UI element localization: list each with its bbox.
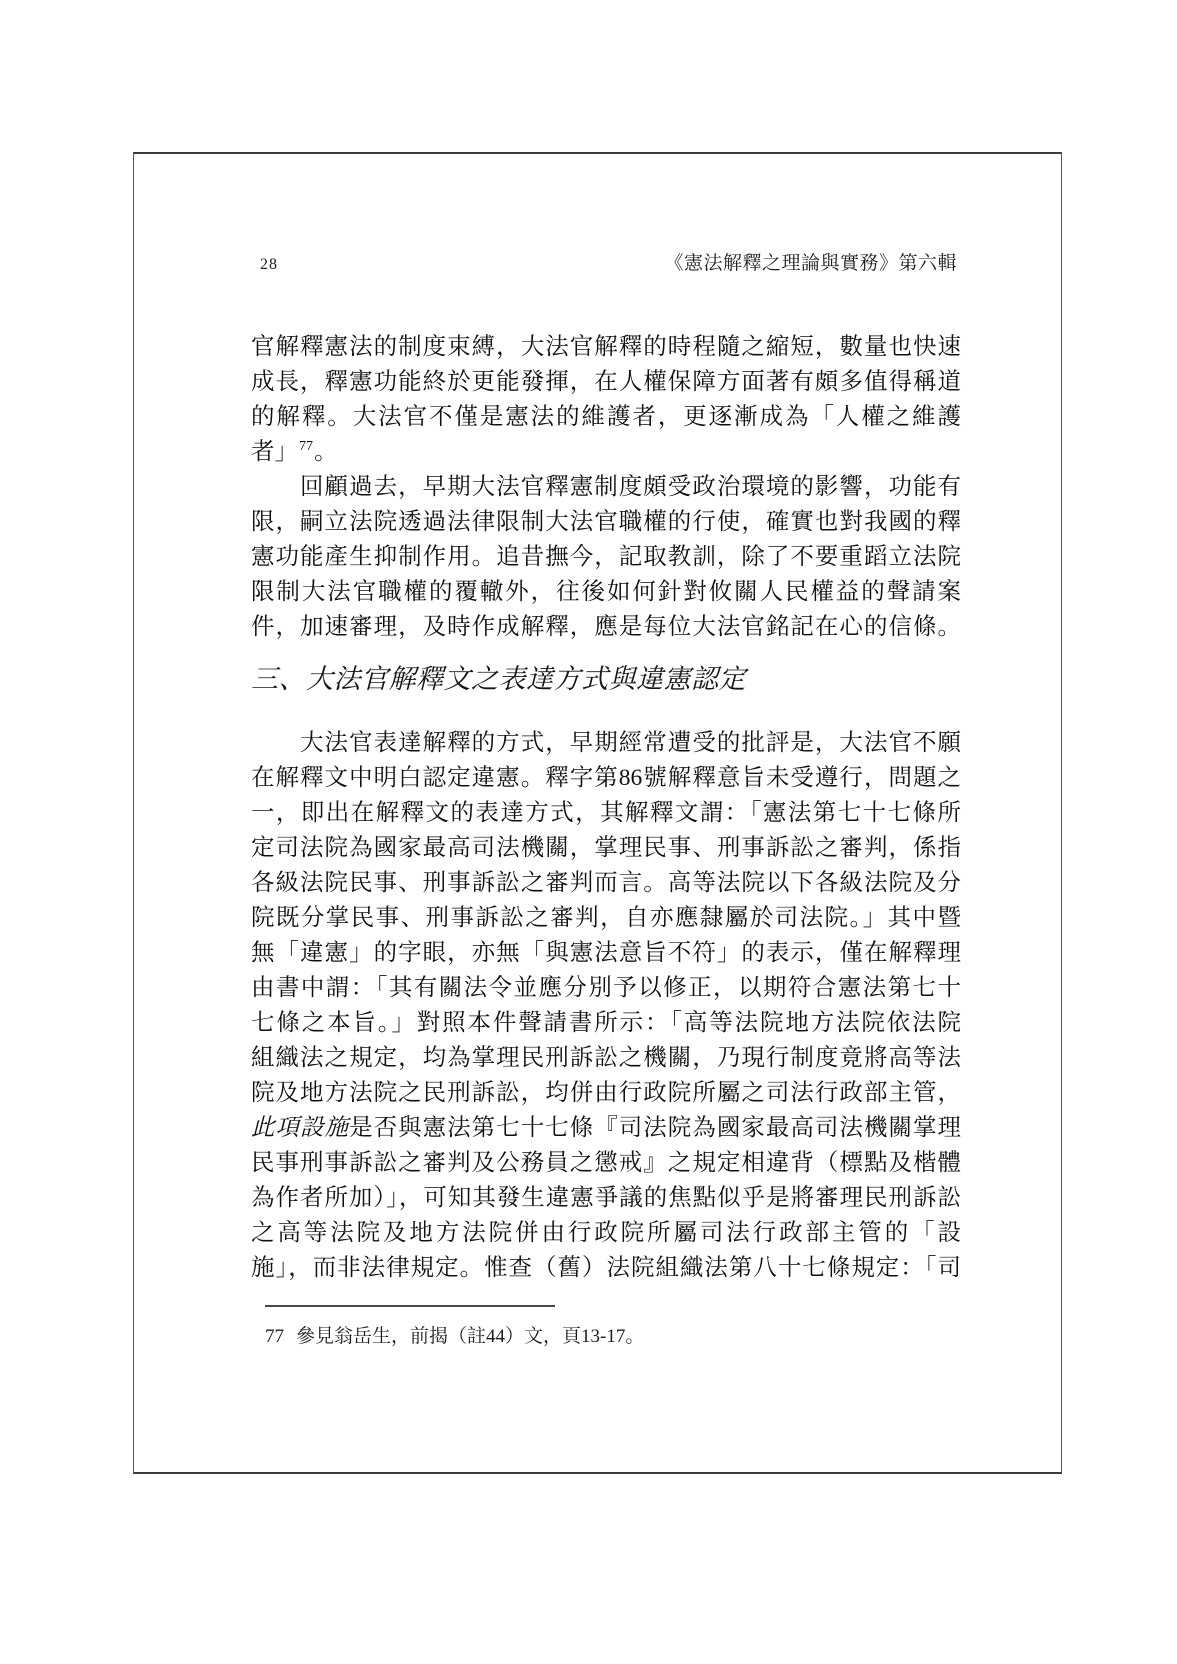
section-heading: 三、大法官解釋文之表達方式與違憲認定 — [251, 664, 746, 694]
line-fragment: 者」 — [251, 439, 298, 465]
text-line: 憲功能產生抑制作用。追昔撫今，記取教訓，除了不要重蹈立法院 — [251, 544, 961, 570]
footnote — [251, 1323, 961, 1350]
text-line: 回顧過去，早期大法官釋憲制度頗受政治環境的影響，功能有 — [251, 474, 961, 500]
text-line: 之高等法院及地方法院併由行政院所屬司法行政部主管的「設 — [251, 1220, 961, 1246]
text-line: 民事刑事訴訟之審判及公務員之懲戒』之規定相違背（標點及楷體 — [251, 1150, 961, 1176]
line-fragment: 是否與憲法第七十七條『司法院為國家最高司法機關掌理 — [349, 1115, 961, 1141]
text-line: 各級法院民事、刑事訴訟之審判而言。高等法院以下各級法院及分 — [251, 870, 961, 896]
text-line: 官解釋憲法的制度束縛，大法官解釋的時程隨之縮短，數量也快速 — [251, 334, 961, 360]
body-text — [251, 330, 961, 1286]
footnote-number: 77 — [265, 1326, 284, 1347]
text-line: 定司法院為國家最高司法機關，掌理民事、刑事訴訟之審判，係指 — [251, 835, 961, 861]
text-line: 七條之本旨。」對照本件聲請書所示：「高等法院地方法院依法院 — [251, 1010, 961, 1036]
text-line — [251, 435, 961, 470]
paragraph-1 — [251, 330, 961, 435]
line-fragment: 。 — [314, 439, 338, 465]
superscript-footnote-ref: 77 — [299, 439, 313, 454]
paragraph-3-part-b — [251, 1146, 961, 1286]
paragraph-3-part-a — [251, 726, 961, 1111]
text-line: 件，加速審理，及時作成解釋，應是每位大法官銘記在心的信條。 — [251, 614, 961, 640]
text-line — [251, 1111, 961, 1146]
text-line: 一，即出在解釋文的表達方式，其解釋文謂：「憲法第七十七條所 — [251, 800, 961, 826]
text-line: 成長，釋憲功能終於更能發揮，在人權保障方面著有頗多值得稱道 — [251, 369, 961, 395]
page-number: 28 — [260, 256, 278, 273]
text-line: 院及地方法院之民刑訴訟，均併由行政院所屬之司法行政部主管， — [251, 1080, 961, 1106]
text-line: 限制大法官職權的覆轍外，往後如何針對攸關人民權益的聲請案 — [251, 579, 961, 605]
text-line: 的解釋。大法官不僅是憲法的維護者，更逐漸成為「人權之維護 — [251, 404, 961, 430]
text-line: 施」，而非法律規定。惟查（舊）法院組織法第八十七條規定：「司 — [251, 1255, 961, 1281]
text-line: 院既分掌民事、刑事訴訟之審判，自亦應隸屬於司法院。」其中暨 — [251, 905, 961, 931]
book-page — [133, 152, 1062, 1474]
text-line: 限，嗣立法院透過法律限制大法官職權的行使，確實也對我國的釋 — [251, 509, 961, 535]
page-header — [260, 248, 957, 275]
book-title: 《憲法解釋之理論與實務》第六輯 — [664, 253, 957, 274]
text-line: 由書中謂：「其有關法令並應分別予以修正，以期符合憲法第七十 — [251, 975, 961, 1001]
footnote-separator — [265, 1305, 555, 1307]
footnote-area — [251, 1305, 961, 1350]
text-line: 大法官表達解釋的方式，早期經常遭受的批評是，大法官不願 — [251, 730, 961, 756]
paragraph-2 — [251, 470, 961, 645]
text-line: 為作者所加）」，可知其發生違憲爭議的焦點似乎是將審理民刑訴訟 — [251, 1185, 961, 1211]
text-line: 組織法之規定，均為掌理民刑訴訟之機關，乃現行制度竟將高等法 — [251, 1045, 961, 1071]
text-line: 無「違憲」的字眼，亦無「與憲法意旨不符」的表示，僅在解釋理 — [251, 940, 961, 966]
text-line: 在解釋文中明白認定違憲。釋字第86號解釋意旨未受遵行，問題之 — [251, 765, 961, 791]
footnote-text: 參見翁岳生，前揭（註44）文，頁13-17。 — [296, 1326, 645, 1347]
kai-emphasis: 此項設施 — [251, 1115, 350, 1141]
